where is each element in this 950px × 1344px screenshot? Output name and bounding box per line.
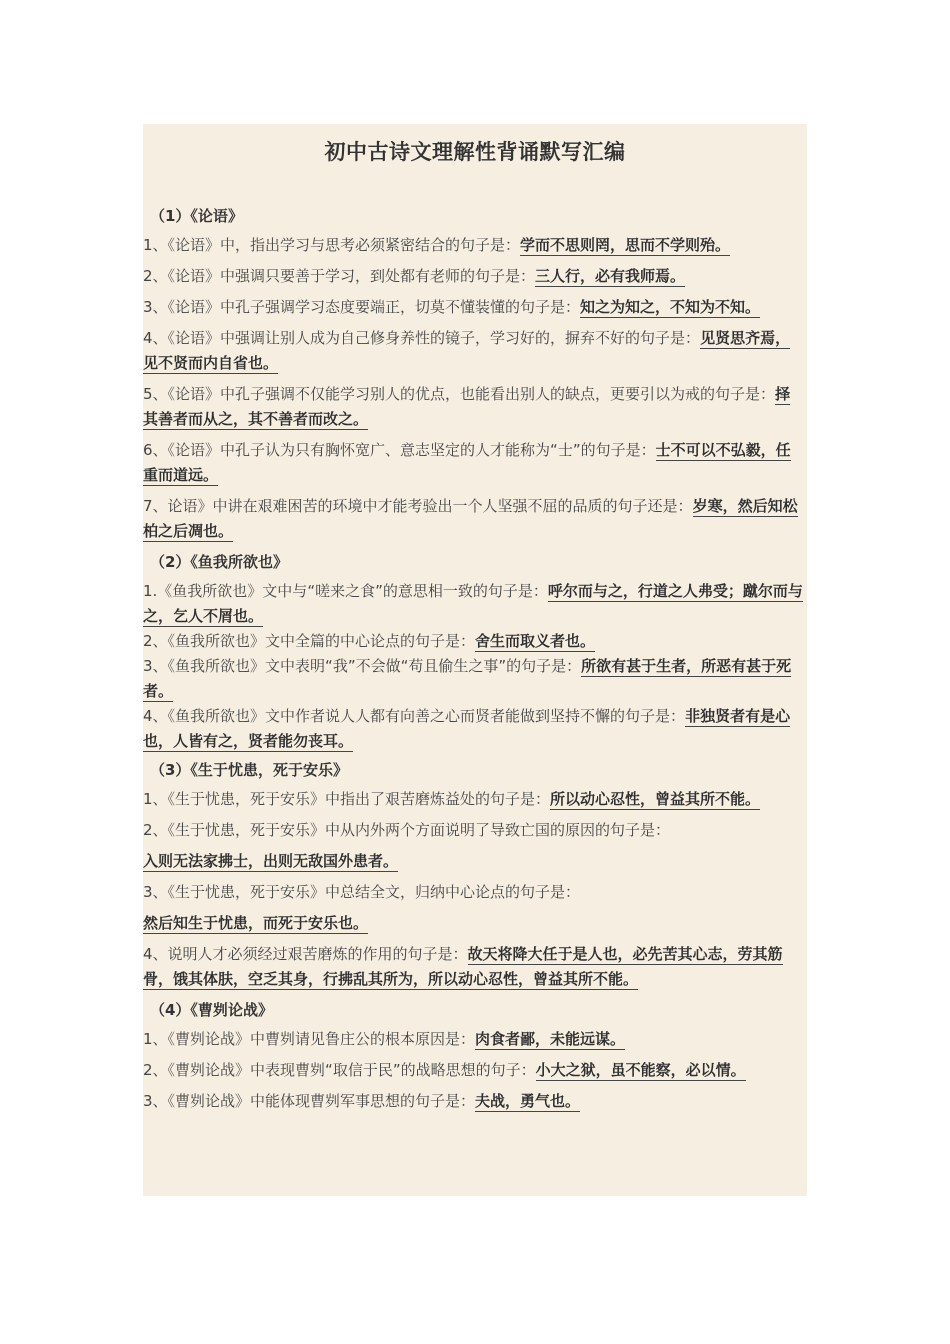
question-text: 4、《论语》中强调让别人成为自己修身养性的镜子，学习好的，摒弃不好的句子是： — [143, 329, 701, 347]
question-item — [143, 1027, 807, 1052]
answer-text: 所以动心忍性，曾益其所不能。 — [550, 790, 761, 808]
question-item — [143, 382, 807, 432]
section-heading: （4）《曹刿论战》 — [150, 1001, 273, 1019]
question-item — [143, 880, 807, 936]
question-item — [143, 787, 807, 812]
answer-text: 小大之狱，虽不能察，必以情。 — [535, 1061, 746, 1079]
question-text: 5、《论语》中孔子强调不仅能学习别人的优点，也能看出别人的缺点，更要引以为戒的句子是： — [143, 385, 776, 403]
sections — [143, 204, 807, 1114]
answer-text: 学而不思则罔，思而不学则殆。 — [520, 236, 731, 254]
question-text: 3、《鱼我所欲也》文中表明“我”不会做“苟且偷生之事”的句子是： — [143, 657, 582, 675]
answer-text: 舍生而取义者也。 — [475, 632, 596, 650]
answer-text: 岁寒，然后知松柏之后凋也。 — [143, 497, 798, 540]
question-text: 7、论语》中讲在艰难困苦的环境中才能考验出一个人坚强不屈的品质的句子还是： — [143, 497, 693, 515]
question-item — [143, 438, 807, 488]
question-text: 4、说明人才必须经过艰苦磨炼的作用的句子是： — [143, 945, 468, 963]
section-heading: （2）《鱼我所欲也》 — [150, 553, 288, 571]
question-item — [143, 264, 807, 289]
question-text: 3、《曹刿论战》中能体现曹刿军事思想的句子是： — [143, 1092, 476, 1110]
question-text: 1、《论语》中，指出学习与思考必须紧密结合的句子是： — [143, 236, 521, 254]
question-item — [143, 654, 807, 704]
question-item — [143, 1089, 807, 1114]
question-item — [143, 818, 807, 874]
answer-text: 夫战，勇气也。 — [475, 1092, 581, 1110]
answer-text: 士不可以不弘毅，任重而道远。 — [143, 441, 791, 484]
question-item — [143, 704, 807, 754]
question-text: 4、《鱼我所欲也》文中作者说人人都有向善之心而贤者能做到坚持不懈的句子是： — [143, 707, 686, 725]
question-text: 1、《曹刿论战》中曹刿请见鲁庄公的根本原因是： — [143, 1030, 476, 1048]
question-text: 6、《论语》中孔子认为只有胸怀宽广、意志坚定的人才能称为“士”的句子是： — [143, 441, 656, 459]
question-item — [143, 579, 807, 629]
section-heading: （3）《生于忧患，死于安乐》 — [150, 761, 348, 779]
question-item — [143, 1058, 807, 1083]
question-item — [143, 295, 807, 320]
document-title: 初中古诗文理解性背诵默写汇编 — [324, 140, 626, 164]
question-text: 2、《曹刿论战》中表现曹刿“取信于民”的战略思想的句子： — [143, 1061, 536, 1079]
document-page — [143, 124, 807, 1196]
answer-text: 入则无法家拂士，出则无敌国外患者。 — [143, 852, 399, 870]
answer-text: 见贤思齐焉，见不贤而内自省也。 — [143, 329, 791, 372]
answer-text: 肉食者鄙，未能远谋。 — [475, 1030, 626, 1048]
answer-text: 择其善者而从之，其不善者而改之。 — [143, 385, 791, 428]
answer-text: 呼尔而与之，行道之人弗受；蹴尔而与之，乞人不屑也。 — [143, 582, 803, 625]
section-heading: （1）《论语》 — [150, 207, 243, 225]
question-text: 1、《生于忧患，死于安乐》中指出了艰苦磨炼益处的句子是： — [143, 790, 551, 808]
answer-text: 故天将降大任于是人也，必先苦其心志，劳其筋骨，饿其体肤，空乏其身，行拂乱其所为，所以动心忍性，曾益其所不能。 — [143, 945, 783, 988]
answer-text: 非独贤者有是心也，人皆有之，贤者能勿丧耳。 — [143, 707, 791, 750]
question-text: 2、《论语》中强调只要善于学习，到处都有老师的句子是： — [143, 267, 536, 285]
question-item — [143, 494, 807, 544]
answer-text: 所欲有甚于生者，所恶有甚于死者。 — [143, 657, 792, 700]
question-text: 3、《生于忧患，死于安乐》中总结全文，归纳中心论点的句子是： — [143, 883, 581, 901]
question-item — [143, 233, 807, 258]
question-item — [143, 326, 807, 376]
question-item — [143, 629, 807, 654]
question-item — [143, 942, 807, 992]
answer-text: 然后知生于忧患，而死于安乐也。 — [143, 914, 369, 932]
answer-text: 三人行，必有我师焉。 — [535, 267, 686, 285]
question-text: 1.《鱼我所欲也》文中与“嗟来之食”的意思相一致的句子是： — [143, 582, 548, 600]
answer-text: 知之为知之，不知为不知。 — [580, 298, 761, 316]
question-text: 2、《生于忧患，死于安乐》中从内外两个方面说明了导致亡国的原因的句子是： — [143, 821, 671, 839]
question-text: 2、《鱼我所欲也》文中全篇的中心论点的句子是： — [143, 632, 476, 650]
question-text: 3、《论语》中孔子强调学习态度要端正，切莫不懂装懂的句子是： — [143, 298, 581, 316]
